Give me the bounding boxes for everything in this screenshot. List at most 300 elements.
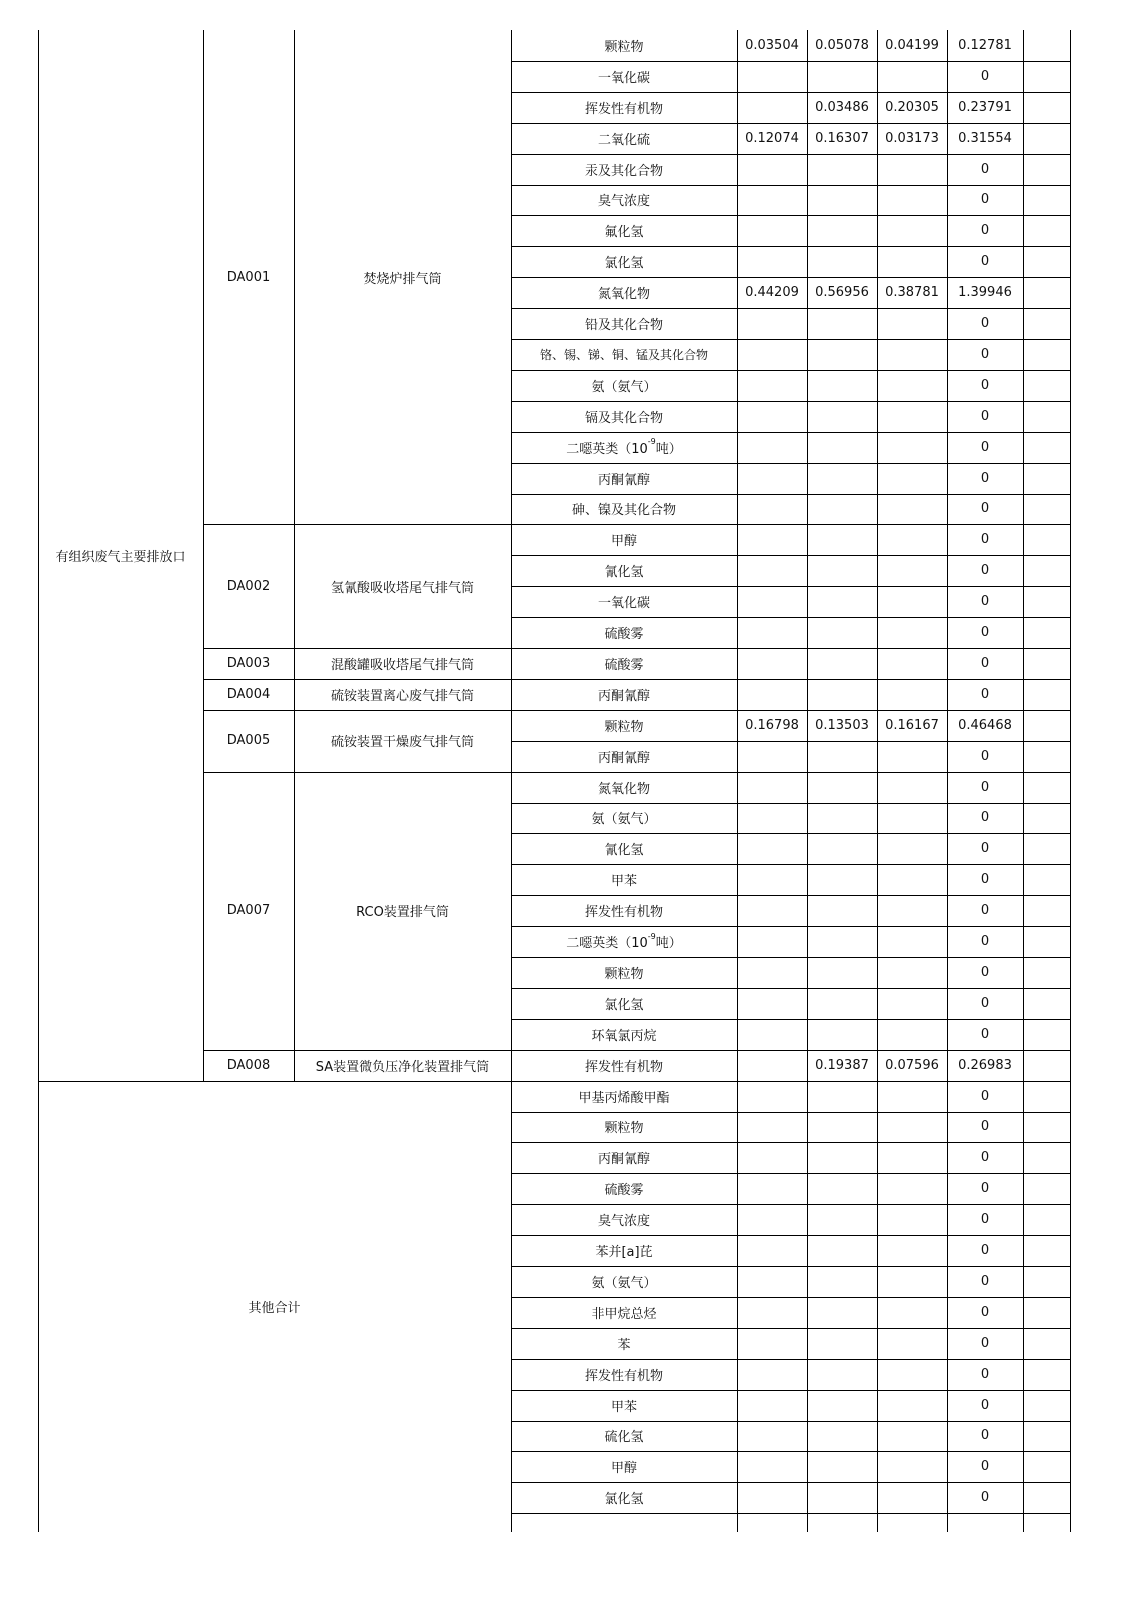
row-divider xyxy=(511,741,1070,742)
total-cell: 0 xyxy=(980,1026,990,1042)
total-cell: 0 xyxy=(980,841,990,857)
note-cell xyxy=(1023,803,1070,834)
value-cell xyxy=(877,1482,947,1513)
value-cell xyxy=(807,648,877,679)
value-cell xyxy=(737,370,807,401)
total-cell: 0 xyxy=(980,501,990,517)
pollutant-name: 丙酮氰醇 xyxy=(597,688,650,704)
other-total-label: 其他合计 xyxy=(248,1300,301,1316)
value-cell xyxy=(877,1019,947,1050)
row-divider xyxy=(511,957,1070,958)
value-cell xyxy=(877,1173,947,1204)
row-divider xyxy=(511,1050,1070,1051)
row-divider xyxy=(511,1359,1070,1360)
value-cell xyxy=(737,772,807,803)
note-cell xyxy=(1023,61,1070,92)
value-cell: 0.20305 xyxy=(885,99,939,115)
pollutant-name: 氰化氢 xyxy=(604,843,644,859)
value-cell xyxy=(807,864,877,895)
pollutant-name: 甲基丙烯酸甲酯 xyxy=(578,1090,670,1106)
pollutant-name: 氮氧化物 xyxy=(597,781,650,797)
value-cell xyxy=(737,215,807,246)
row-divider xyxy=(511,586,1070,587)
value-cell xyxy=(737,1019,807,1050)
row-divider xyxy=(511,1421,1070,1422)
pollutant-name: 一氧化碳 xyxy=(597,70,650,86)
value-cell xyxy=(737,339,807,370)
total-cell: 0 xyxy=(980,161,990,177)
row-divider xyxy=(511,308,1070,309)
row-divider xyxy=(511,926,1070,927)
outlet-code: DA004 xyxy=(226,686,271,702)
value-cell xyxy=(737,401,807,432)
outlet-code: DA005 xyxy=(226,733,271,749)
total-cell: 0 xyxy=(980,377,990,393)
pollutant-name: 硫酸雾 xyxy=(604,627,644,643)
value-cell xyxy=(807,1019,877,1050)
note-cell xyxy=(1023,1019,1070,1050)
pollutant-name: 颗粒物 xyxy=(604,39,644,55)
value-cell xyxy=(877,1451,947,1482)
value-cell xyxy=(807,185,877,216)
note-cell xyxy=(1023,1328,1070,1359)
row-divider xyxy=(511,1513,1070,1514)
value-cell xyxy=(877,833,947,864)
unit-suffix: 吨） xyxy=(655,441,682,457)
row-divider xyxy=(511,679,1070,680)
value-cell xyxy=(877,61,947,92)
row-divider xyxy=(511,524,1070,525)
value-cell xyxy=(877,1235,947,1266)
pollutant-name: 砷、镍及其化合物 xyxy=(571,503,676,519)
value-cell xyxy=(807,524,877,555)
note-cell xyxy=(1023,895,1070,926)
value-cell: 0.16798 xyxy=(745,717,799,733)
pollutant-name: 臭气浓度 xyxy=(597,1214,650,1230)
total-cell: 0 xyxy=(980,995,990,1011)
pollutant-name: 臭气浓度 xyxy=(597,194,650,210)
value-cell xyxy=(737,926,807,957)
row-divider xyxy=(511,648,1070,649)
note-cell xyxy=(1023,617,1070,648)
note-cell xyxy=(1023,185,1070,216)
value-cell: 0.04199 xyxy=(885,37,939,53)
value-cell: 0.03173 xyxy=(885,130,939,146)
total-cell: 0 xyxy=(980,532,990,548)
value-cell xyxy=(877,246,947,277)
row-divider xyxy=(511,154,1070,155)
value-cell xyxy=(737,895,807,926)
value-cell xyxy=(877,1204,947,1235)
pollutant-name: 硫化氢 xyxy=(604,1430,644,1446)
column-line xyxy=(947,30,948,1532)
total-cell: 0.12781 xyxy=(958,37,1012,53)
total-cell: 0 xyxy=(980,655,990,671)
value-cell xyxy=(807,1266,877,1297)
total-cell: 0 xyxy=(980,470,990,486)
row-divider xyxy=(511,1235,1070,1236)
pollutant-name: 镉及其化合物 xyxy=(584,410,663,426)
value-cell xyxy=(877,555,947,586)
note-cell xyxy=(1023,772,1070,803)
value-cell: 0.44209 xyxy=(745,285,799,301)
value-cell xyxy=(877,926,947,957)
value-cell xyxy=(807,1112,877,1143)
value-cell xyxy=(877,988,947,1019)
pollutant-name: 二噁英类（10 $^{-9}$ 吨） xyxy=(566,931,682,952)
note-cell xyxy=(1023,1050,1070,1081)
note-cell xyxy=(1023,30,1070,61)
total-cell: 0 xyxy=(980,68,990,84)
value-cell xyxy=(737,154,807,185)
value-cell: 0.16307 xyxy=(815,130,869,146)
note-cell xyxy=(1023,370,1070,401)
value-cell xyxy=(737,1173,807,1204)
value-cell xyxy=(807,1204,877,1235)
outlet-name: 硫铵装置干燥废气排气筒 xyxy=(330,735,474,751)
row-divider xyxy=(511,123,1070,124)
value-cell xyxy=(737,1081,807,1112)
total-cell: 0 xyxy=(980,439,990,455)
total-cell: 0 xyxy=(980,254,990,270)
value-cell xyxy=(807,895,877,926)
value-cell xyxy=(877,401,947,432)
total-cell: 0 xyxy=(980,1397,990,1413)
value-cell xyxy=(877,494,947,525)
note-cell xyxy=(1023,246,1070,277)
total-cell: 0 xyxy=(980,1119,990,1135)
note-cell xyxy=(1023,494,1070,525)
column-line xyxy=(877,30,878,1532)
value-cell xyxy=(877,463,947,494)
note-cell xyxy=(1023,957,1070,988)
row-divider xyxy=(511,61,1070,62)
total-cell: 0 xyxy=(980,1088,990,1104)
pollutant-name: 铅及其化合物 xyxy=(584,318,663,334)
row-divider xyxy=(511,864,1070,865)
value-cell xyxy=(737,1390,807,1421)
value-cell xyxy=(807,926,877,957)
note-cell xyxy=(1023,1451,1070,1482)
value-cell xyxy=(807,772,877,803)
pollutant-name: 苯 xyxy=(617,1337,631,1353)
value-cell xyxy=(877,617,947,648)
value-cell xyxy=(877,154,947,185)
value-cell xyxy=(877,864,947,895)
value-cell: 0.19387 xyxy=(815,1057,869,1073)
value-cell xyxy=(807,215,877,246)
row-divider xyxy=(511,1451,1070,1452)
value-cell xyxy=(807,957,877,988)
pollutant-name: 氰化氢 xyxy=(604,565,644,581)
note-cell xyxy=(1023,586,1070,617)
row-divider xyxy=(511,370,1070,371)
value-cell xyxy=(877,1081,947,1112)
row-divider xyxy=(511,555,1070,556)
value-cell xyxy=(877,679,947,710)
pollutant-name: 甲苯 xyxy=(610,1399,637,1415)
total-cell: 0 xyxy=(980,686,990,702)
total-cell: 0 xyxy=(980,1335,990,1351)
value-cell xyxy=(807,617,877,648)
total-cell: 0 xyxy=(980,594,990,610)
row-divider xyxy=(511,1112,1070,1113)
outlet-name: 混酸罐吸收塔尾气排气筒 xyxy=(330,657,474,673)
value-cell: 0.38781 xyxy=(885,285,939,301)
note-cell xyxy=(1023,154,1070,185)
row-divider xyxy=(511,1142,1070,1143)
total-cell: 0 xyxy=(980,1273,990,1289)
pollutant-name: 铬、锡、锑、铜、锰及其化合物 xyxy=(539,347,708,362)
note-cell xyxy=(1023,277,1070,308)
row-divider xyxy=(511,215,1070,216)
outlet-code: DA007 xyxy=(226,903,271,919)
pollutant-name: 颗粒物 xyxy=(604,1121,644,1137)
value-cell xyxy=(877,1390,947,1421)
total-cell: 0 xyxy=(980,223,990,239)
section-divider xyxy=(38,1081,1070,1082)
pollutant-name: 非甲烷总烃 xyxy=(591,1306,657,1322)
row-divider xyxy=(511,1204,1070,1205)
total-cell: 0 xyxy=(980,1428,990,1444)
value-cell xyxy=(737,741,807,772)
value-cell xyxy=(877,185,947,216)
value-cell xyxy=(877,339,947,370)
category-label: 有组织废气主要排放口 xyxy=(55,549,186,565)
total-cell: 0 xyxy=(980,1181,990,1197)
note-cell xyxy=(1023,432,1070,463)
note-cell xyxy=(1023,1390,1070,1421)
value-cell xyxy=(807,988,877,1019)
value-cell xyxy=(877,1266,947,1297)
pollutant-name: 氨（氨气） xyxy=(591,1275,657,1291)
row-divider xyxy=(511,92,1070,93)
total-cell: 0 xyxy=(980,1459,990,1475)
pollutant-name: 氨（氨气） xyxy=(591,379,657,395)
value-cell: 0.03504 xyxy=(745,37,799,53)
outlet-name: SA装置微负压净化装置排气筒 xyxy=(315,1059,490,1075)
pollutant-name: 环氧氯丙烷 xyxy=(591,1028,657,1044)
value-cell: 0.03486 xyxy=(815,99,869,115)
row-divider xyxy=(511,339,1070,340)
value-cell xyxy=(807,1359,877,1390)
pollutant-name: 氟化氢 xyxy=(604,225,644,241)
pollutant-name: 二氧化硫 xyxy=(597,132,650,148)
value-cell: 0.16167 xyxy=(885,717,939,733)
total-cell: 0 xyxy=(980,1212,990,1228)
pollutant-name: 一氧化碳 xyxy=(597,596,650,612)
row-divider xyxy=(511,463,1070,464)
pollutant-name: 颗粒物 xyxy=(604,966,644,982)
unit-suffix: 吨） xyxy=(655,936,682,952)
value-cell xyxy=(737,803,807,834)
row-divider xyxy=(511,617,1070,618)
row-divider xyxy=(511,494,1070,495)
total-cell: 0 xyxy=(980,903,990,919)
value-cell xyxy=(807,1482,877,1513)
row-divider xyxy=(511,1297,1070,1298)
row-divider xyxy=(511,1482,1070,1483)
value-cell xyxy=(737,1204,807,1235)
value-cell xyxy=(877,1112,947,1143)
row-divider xyxy=(511,246,1070,247)
note-cell xyxy=(1023,524,1070,555)
note-cell xyxy=(1023,123,1070,154)
value-cell xyxy=(807,494,877,525)
column-line xyxy=(38,30,39,1532)
value-cell xyxy=(877,648,947,679)
total-cell: 0 xyxy=(980,192,990,208)
column-line xyxy=(203,30,204,1081)
note-cell xyxy=(1023,463,1070,494)
column-line xyxy=(1023,30,1024,1532)
total-cell: 0.46468 xyxy=(958,717,1012,733)
total-cell: 0.23791 xyxy=(958,99,1012,115)
value-cell xyxy=(737,586,807,617)
value-cell xyxy=(877,432,947,463)
value-cell xyxy=(807,154,877,185)
value-cell xyxy=(737,1328,807,1359)
value-cell: 0.56956 xyxy=(815,285,869,301)
value-cell xyxy=(877,741,947,772)
value-cell xyxy=(737,988,807,1019)
total-cell: 0 xyxy=(980,316,990,332)
total-cell: 1.39946 xyxy=(958,285,1012,301)
row-divider xyxy=(511,710,1070,711)
column-line xyxy=(1070,30,1071,1532)
value-cell xyxy=(807,308,877,339)
value-cell: 0.07596 xyxy=(885,1057,939,1073)
note-cell xyxy=(1023,648,1070,679)
column-line xyxy=(294,30,295,1081)
value-cell xyxy=(737,246,807,277)
value-cell xyxy=(877,803,947,834)
outlet-code: DA001 xyxy=(226,269,271,285)
value-cell xyxy=(737,61,807,92)
note-cell xyxy=(1023,833,1070,864)
note-cell xyxy=(1023,864,1070,895)
value-cell xyxy=(737,1266,807,1297)
note-cell xyxy=(1023,555,1070,586)
outlet-name: 焚烧炉排气筒 xyxy=(363,271,442,287)
total-cell: 0 xyxy=(980,563,990,579)
value-cell xyxy=(807,1235,877,1266)
row-divider xyxy=(511,772,1070,773)
note-cell xyxy=(1023,1112,1070,1143)
value-cell xyxy=(877,215,947,246)
total-cell: 0.26983 xyxy=(958,1057,1012,1073)
value-cell xyxy=(737,1112,807,1143)
value-cell xyxy=(807,586,877,617)
pollutant-name: 氨（氨气） xyxy=(591,812,657,828)
pollutant-name: 硫酸雾 xyxy=(604,657,644,673)
value-cell xyxy=(737,1142,807,1173)
pollutant-name: 二噁英类（10 $^{-9}$ 吨） xyxy=(566,437,682,457)
value-cell xyxy=(877,370,947,401)
value-cell xyxy=(737,524,807,555)
value-cell xyxy=(737,1235,807,1266)
value-cell xyxy=(737,1050,807,1081)
value-cell xyxy=(737,957,807,988)
pollutant-name: 丙酮氰醇 xyxy=(597,1152,650,1168)
value-cell xyxy=(877,957,947,988)
row-divider xyxy=(511,1266,1070,1267)
pollutant-name-text: 二噁英类（10 xyxy=(566,936,648,952)
value-cell xyxy=(807,401,877,432)
pollutant-name: 苯并[a]芘 xyxy=(595,1245,653,1261)
value-cell xyxy=(737,679,807,710)
value-cell xyxy=(737,1359,807,1390)
pollutant-name: 氮氧化物 xyxy=(597,287,650,303)
value-cell xyxy=(807,741,877,772)
pollutant-name: 氯化氢 xyxy=(604,997,644,1013)
pollutant-name: 颗粒物 xyxy=(604,719,644,735)
note-cell xyxy=(1023,710,1070,741)
note-cell xyxy=(1023,215,1070,246)
value-cell xyxy=(737,1451,807,1482)
value-cell xyxy=(807,432,877,463)
outlet-code: DA002 xyxy=(226,578,271,594)
value-cell xyxy=(737,494,807,525)
outlet-name: RCO装置排气筒 xyxy=(356,905,449,921)
pollutant-name: 丙酮氰醇 xyxy=(597,472,650,488)
value-cell xyxy=(807,246,877,277)
value-cell xyxy=(737,1421,807,1452)
row-divider xyxy=(511,401,1070,402)
outlet-code: DA003 xyxy=(226,655,271,671)
outlet-name: 硫铵装置离心废气排气筒 xyxy=(330,688,474,704)
total-cell: 0 xyxy=(980,1304,990,1320)
total-cell: 0 xyxy=(980,872,990,888)
value-cell xyxy=(807,370,877,401)
value-cell xyxy=(807,1328,877,1359)
value-cell xyxy=(807,1081,877,1112)
value-cell xyxy=(807,1421,877,1452)
note-cell xyxy=(1023,741,1070,772)
value-cell xyxy=(737,555,807,586)
value-cell: 0.05078 xyxy=(815,37,869,53)
pollutant-name: 甲醇 xyxy=(610,1461,637,1477)
row-divider xyxy=(511,988,1070,989)
total-cell: 0 xyxy=(980,748,990,764)
pollutant-name: 甲苯 xyxy=(610,874,637,890)
value-cell xyxy=(807,61,877,92)
value-cell xyxy=(877,1328,947,1359)
note-cell xyxy=(1023,1297,1070,1328)
column-line xyxy=(807,30,808,1532)
note-cell xyxy=(1023,339,1070,370)
note-cell xyxy=(1023,401,1070,432)
outlet-name: 氢氰酸吸收塔尾气排气筒 xyxy=(330,580,474,596)
total-cell: 0 xyxy=(980,408,990,424)
pollutant-name: 挥发性有机物 xyxy=(584,101,663,117)
value-cell xyxy=(877,1421,947,1452)
value-cell xyxy=(807,679,877,710)
value-cell xyxy=(737,92,807,123)
pollutant-name: 氯化氢 xyxy=(604,1492,644,1508)
value-cell xyxy=(737,463,807,494)
total-cell: 0 xyxy=(980,346,990,362)
value-cell xyxy=(807,1297,877,1328)
value-cell xyxy=(877,772,947,803)
row-divider xyxy=(511,895,1070,896)
row-divider xyxy=(511,277,1070,278)
value-cell xyxy=(807,833,877,864)
pollutant-name: 挥发性有机物 xyxy=(584,905,663,921)
row-divider xyxy=(511,1390,1070,1391)
row-divider xyxy=(511,1328,1070,1329)
row-divider xyxy=(511,833,1070,834)
